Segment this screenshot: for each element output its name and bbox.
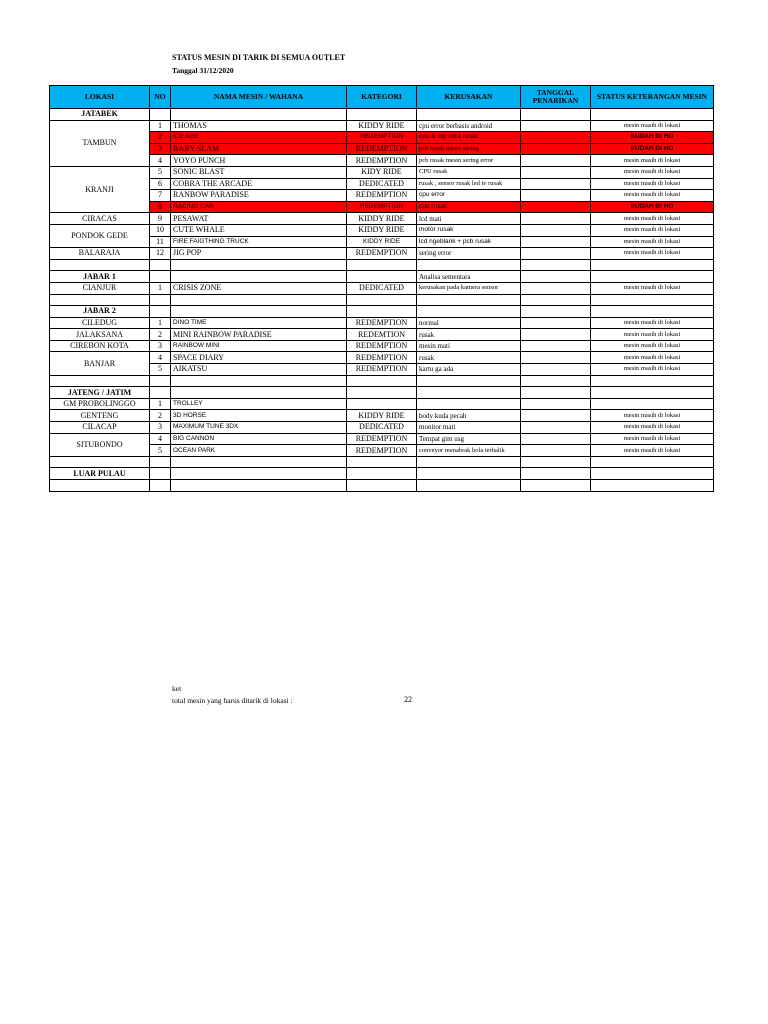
table-row — [50, 224, 714, 236]
row-kerusakan: motor rusak — [417, 224, 521, 236]
row-name: AIKATSU — [171, 364, 347, 376]
section-row — [50, 306, 714, 318]
row-name: DINO TIME — [171, 317, 347, 329]
row-tanggal — [521, 282, 591, 294]
header-tanggal: TANGGAL PENARIKAN — [521, 86, 591, 109]
row-no: 5 — [150, 364, 171, 376]
row-kerusakan: lcd ngeblank + pcb rusak — [417, 236, 521, 248]
location-ciracas: CIRACAS — [50, 213, 150, 225]
table-row — [50, 364, 714, 376]
row-tanggal — [521, 398, 591, 410]
total-value: 22 — [404, 695, 412, 704]
row-status: mesin masih di lokasi — [591, 120, 714, 132]
row-name: 3D HORSE — [171, 410, 347, 422]
row-no: 3 — [150, 143, 171, 155]
section-row — [50, 109, 714, 121]
row-tanggal — [521, 120, 591, 132]
row-kategori: REDEMPTION — [347, 340, 417, 352]
section-jateng: JATENG / JATIM — [50, 387, 150, 399]
row-tanggal — [521, 201, 591, 213]
row-kerusakan: body kuda pecah — [417, 410, 521, 422]
row-no: 2 — [150, 329, 171, 341]
row-status: SUDAH DI HO — [591, 132, 714, 144]
row-kerusakan: cpu & mp ultra rusak — [417, 132, 521, 144]
row-kerusakan: sering error — [417, 248, 521, 260]
row-no: 9 — [150, 213, 171, 225]
row-tanggal — [521, 143, 591, 155]
row-no: 5 — [150, 166, 171, 178]
row-tanggal — [521, 190, 591, 202]
row-name: COBRA THE ARCADE — [171, 178, 347, 190]
row-tanggal — [521, 445, 591, 457]
row-kategori: REDEMPTION — [347, 248, 417, 260]
row-no: 6 — [150, 178, 171, 190]
document-date: Tanggal 31/12/2020 — [172, 66, 234, 75]
row-tanggal — [521, 178, 591, 190]
row-tanggal — [521, 410, 591, 422]
row-no: 3 — [150, 340, 171, 352]
analisa-note: Analisa sementara — [417, 271, 521, 283]
table-row — [50, 213, 714, 225]
table-row — [50, 352, 714, 364]
header-no: NO — [150, 86, 171, 109]
row-name: SONIC BLAST — [171, 166, 347, 178]
location-gm-probolinggo: GM PROBOLINGGO — [50, 398, 150, 410]
row-name: FIRE FAIGTHING TRUCK — [171, 236, 347, 248]
row-kerusakan: mesin mati — [417, 340, 521, 352]
row-kategori — [347, 398, 417, 410]
row-tanggal — [521, 132, 591, 144]
row-no: 1 — [150, 282, 171, 294]
row-kategori: REDEMPTION — [347, 445, 417, 457]
ket-label: ket — [172, 684, 182, 693]
row-kerusakan: monitor mati — [417, 422, 521, 434]
row-kerusakan: conveyor menabrak bola terbalik — [417, 445, 521, 457]
row-kategori: REDEMPTION — [347, 155, 417, 167]
row-status: mesin masih di lokasi — [591, 248, 714, 260]
row-status: mesin masih di lokasi — [591, 340, 714, 352]
location-ciledug: CILEDUG — [50, 317, 150, 329]
row-no: 10 — [150, 224, 171, 236]
row-kerusakan: Tempat gim usg — [417, 433, 521, 445]
row-kategori: REDEMPTION — [347, 190, 417, 202]
row-kategori: DEDICATED — [347, 282, 417, 294]
row-status: SUDAH DI HO — [591, 201, 714, 213]
row-tanggal — [521, 166, 591, 178]
row-name: OCEAN PARK — [171, 445, 347, 457]
table-row — [50, 282, 714, 294]
row-tanggal — [521, 364, 591, 376]
row-kategori: KIDDY RIDE — [347, 120, 417, 132]
row-kerusakan: normal — [417, 317, 521, 329]
row-status: mesin masih di lokasi — [591, 317, 714, 329]
row-status: mesin masih di lokasi — [591, 178, 714, 190]
row-status: mesin masih di lokasi — [591, 282, 714, 294]
location-genteng: GENTENG — [50, 410, 150, 422]
empty-row — [50, 480, 714, 492]
table-row — [50, 178, 714, 190]
row-status: mesin masih di lokasi — [591, 364, 714, 376]
location-tambun: TAMBUN — [50, 120, 150, 166]
row-name: JIG POP — [171, 248, 347, 260]
row-kerusakan: pcb rusak mesin sering error — [417, 155, 521, 167]
location-cilacap: CILACAP — [50, 422, 150, 434]
row-tanggal — [521, 224, 591, 236]
row-tanggal — [521, 317, 591, 329]
table-row-highlight — [50, 201, 714, 213]
status-table — [49, 85, 714, 492]
row-tanggal — [521, 433, 591, 445]
row-kategori: REDEMPTION — [347, 364, 417, 376]
row-kategori: DEDICATED — [347, 178, 417, 190]
row-status: mesin masih di lokasi — [591, 329, 714, 341]
table-row — [50, 166, 714, 178]
section-row — [50, 271, 714, 283]
table-row-highlight — [50, 143, 714, 155]
table-row — [50, 445, 714, 457]
row-kerusakan: kartu ga ada — [417, 364, 521, 376]
row-kerusakan: CPU rusak — [417, 166, 521, 178]
row-name: RAINBOW MINI — [171, 340, 347, 352]
location-cianjur: CIANJUR — [50, 282, 150, 294]
document-title: STATUS MESIN DI TARIK DI SEMUA OUTLET — [172, 53, 346, 62]
row-status: mesin masih di lokasi — [591, 445, 714, 457]
row-kategori: KIDDY RIDE — [347, 224, 417, 236]
location-pondok-gede: PONDOK GEDE — [50, 224, 150, 247]
row-tanggal — [521, 248, 591, 260]
header-lokasi: LOKASI — [50, 86, 150, 109]
row-no: 2 — [150, 132, 171, 144]
table-row-highlight — [50, 132, 714, 144]
total-label: total mesin yang harus ditarik di lokasi : — [172, 696, 293, 705]
row-status: mesin masih di lokasi — [591, 422, 714, 434]
table-row — [50, 236, 714, 248]
header-kerusakan: KERUSAKAN — [417, 86, 521, 109]
row-status: mesin masih di lokasi — [591, 155, 714, 167]
header-status: STATUS KETERANGAN MESIN — [591, 86, 714, 109]
empty-row — [50, 294, 714, 306]
row-no: 3 — [150, 422, 171, 434]
row-name: RACING CAR — [171, 201, 347, 213]
row-kerusakan: lcd mati — [417, 213, 521, 225]
row-status: mesin masih di lokasi — [591, 410, 714, 422]
row-no: 8 — [150, 201, 171, 213]
table-row — [50, 155, 714, 167]
row-status — [591, 398, 714, 410]
row-kerusakan: rusak — [417, 329, 521, 341]
row-tanggal — [521, 422, 591, 434]
section-jabar2: JABAR 2 — [50, 306, 150, 318]
table-row — [50, 398, 714, 410]
row-no: 4 — [150, 433, 171, 445]
row-kategori: REDEMPTION — [347, 433, 417, 445]
row-name: THOMAS — [171, 120, 347, 132]
section-jabar1: JABAR 1 — [50, 271, 150, 283]
row-name: MINI RAINBOW PARADISE — [171, 329, 347, 341]
row-kerusakan: rusak — [417, 352, 521, 364]
row-kerusakan: pcb rusak mesin sering — [417, 143, 521, 155]
row-kategori: REDEMPTION — [347, 143, 417, 155]
row-kategori: KIDDY RIDE — [347, 236, 417, 248]
table-row — [50, 340, 714, 352]
row-no: 4 — [150, 155, 171, 167]
row-kategori: KIDDY RIDE — [347, 213, 417, 225]
row-name: RANBOW PARADISE — [171, 190, 347, 202]
row-kategori: REDEMPTION — [347, 201, 417, 213]
row-name: BIG CANNON — [171, 433, 347, 445]
header-kategori: KATEGORI — [347, 86, 417, 109]
row-status: mesin masih di lokasi — [591, 433, 714, 445]
location-jalaksana: JALAKSANA — [50, 329, 150, 341]
location-balaraja: BALARAJA — [50, 248, 150, 260]
row-kategori: REDEMPTION — [347, 352, 417, 364]
empty-row — [50, 259, 714, 271]
row-kerusakan: cpu rusak — [417, 201, 521, 213]
empty-row — [50, 456, 714, 468]
table-row — [50, 248, 714, 260]
row-kategori: KIDDY RIDE — [347, 410, 417, 422]
row-no: 11 — [150, 236, 171, 248]
row-no: 1 — [150, 120, 171, 132]
row-status: mesin masih di lokasi — [591, 224, 714, 236]
table-row — [50, 422, 714, 434]
row-name: CUTE WHALE — [171, 224, 347, 236]
table-row — [50, 329, 714, 341]
row-kategori: REDEMPTION — [347, 317, 417, 329]
row-name: CRISIS ZONE — [171, 282, 347, 294]
row-tanggal — [521, 213, 591, 225]
row-name: ICE AGE — [171, 132, 347, 144]
row-kerusakan: kerusakan pada kamera sensor — [417, 282, 521, 294]
location-situbondo: SITUBONDO — [50, 433, 150, 456]
row-name: BABY SLAM — [171, 143, 347, 155]
row-no: 1 — [150, 398, 171, 410]
table-row — [50, 120, 714, 132]
row-status: mesin masih di lokasi — [591, 190, 714, 202]
row-no: 5 — [150, 445, 171, 457]
table-row — [50, 410, 714, 422]
row-tanggal — [521, 236, 591, 248]
section-jatabek: JATABEK — [50, 109, 150, 121]
row-status: mesin masih di lokasi — [591, 166, 714, 178]
row-kerusakan: rusak , sensor rusak led tv rusak — [417, 178, 521, 190]
section-row — [50, 468, 714, 480]
row-no: 2 — [150, 410, 171, 422]
row-no: 12 — [150, 248, 171, 260]
header-row — [50, 86, 714, 109]
row-kerusakan — [417, 398, 521, 410]
row-name: SPACE DIARY — [171, 352, 347, 364]
row-tanggal — [521, 155, 591, 167]
row-status: SUDAH DI HO — [591, 143, 714, 155]
row-name: YOYO PUNCH — [171, 155, 347, 167]
row-status: mesin masih di lokasi — [591, 352, 714, 364]
row-kategori: KIDY RIDE — [347, 166, 417, 178]
row-kategori: DEDICATED — [347, 422, 417, 434]
row-status: mesin masih di lokasi — [591, 213, 714, 225]
row-status: mesin masih di lokasi — [591, 236, 714, 248]
row-tanggal — [521, 352, 591, 364]
section-luar: LUAR PULAU — [50, 468, 150, 480]
row-kerusakan: cpu error berbasis android — [417, 120, 521, 132]
row-name: TROLLEY — [171, 398, 347, 410]
row-kategori: REDEMPTION — [347, 132, 417, 144]
location-cirebon-kota: CIREBON KOTA — [50, 340, 150, 352]
location-banjar: BANJAR — [50, 352, 150, 375]
row-tanggal — [521, 340, 591, 352]
row-name: MAXIMUM TUNE 3DX — [171, 422, 347, 434]
row-name: PESAWAT — [171, 213, 347, 225]
row-no: 1 — [150, 317, 171, 329]
row-kategori: REDEMTION — [347, 329, 417, 341]
table-row — [50, 433, 714, 445]
empty-row — [50, 375, 714, 387]
section-row — [50, 387, 714, 399]
row-tanggal — [521, 329, 591, 341]
row-no: 4 — [150, 352, 171, 364]
table-row — [50, 190, 714, 202]
location-kranji: KRANJI — [50, 166, 150, 212]
header-nama: NAMA MESIN / WAHANA — [171, 86, 347, 109]
row-kerusakan: cpu error — [417, 190, 521, 202]
table-row — [50, 317, 714, 329]
row-no: 7 — [150, 190, 171, 202]
